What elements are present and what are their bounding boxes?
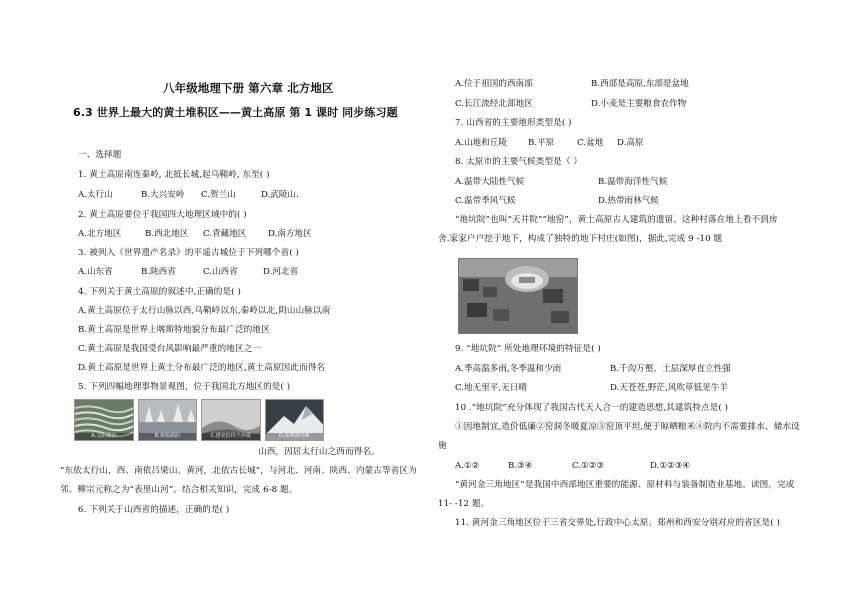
q10-statements-cont: 施 — [438, 441, 447, 451]
q8-option-a: A.温带大陆性气候 — [455, 177, 525, 187]
q8-option-d: D.热带雨林气候 — [598, 196, 659, 206]
q2-option-d: D.南方地区 — [268, 229, 312, 239]
q1-option-a: A.太行山 — [78, 190, 113, 200]
q5-image-strip — [74, 399, 324, 439]
q9-option-a: A.季高温多雨,冬季温和少雨 — [455, 364, 562, 374]
q3-option-c: C.山西省 — [203, 267, 238, 277]
question-5: 5. 下列四幅地理事物景观图，位于我国北方地区的是( ) — [78, 382, 291, 392]
page-subtitle: 6.3 世界上最大的黄土堆积区——黄土高原 第 1 课时 同步练习题 — [73, 106, 398, 119]
terrace-fields-image — [74, 399, 134, 441]
q2-option-a: A.北方地区 — [78, 229, 122, 239]
passage-golden-triangle-line2: 11- -12 题。 — [438, 499, 490, 509]
q2-option-b: B.西北地区 — [145, 229, 189, 239]
question-3: 3. 被列入《世界遗产名录》的平遥古城位于下列哪个省( ) — [78, 248, 299, 258]
q8-option-b: B.温带海洋性气候 — [598, 177, 668, 187]
question-2: 2. 黄土高原要位于我国四大地理区域中的( ) — [78, 210, 247, 220]
desert-image — [201, 399, 261, 441]
terrace-caption: A.元阳梯田 — [75, 433, 133, 440]
page-title: 八年级地理下册 第六章 北方地区 — [163, 81, 334, 95]
question-8: 8. 太原市的主要气候类型是（ ） — [455, 157, 583, 167]
question-11: 11. 黄河金三角地区位于三省交界处,行政中心太原、郑州和西安分别对应的省区是( ) — [455, 518, 780, 528]
question-1: 1. 黄土高原南连秦岭, 北抵长城,起乌鞘岭, 东至( ) — [78, 170, 270, 180]
passage-golden-triangle-line1: “黄河金三角地区”是我国中西部地区重要的能源、原材料与装备制造业基地。读图，完成 — [455, 480, 795, 490]
question-7: 7. 山西省的主要地形类型是( ) — [455, 118, 572, 128]
passage-shanxi-line1: 山西，因居太行山之西而得名。 — [258, 447, 380, 457]
everest-caption: D.珠穆朗玛峰 — [266, 433, 324, 440]
q4-option-a: A.黄土高原位于太行山脉以西,乌鞘岭以东,秦岭以北,阴山山脉以南 — [78, 306, 331, 316]
q7-option-c: C.盆地 — [577, 138, 604, 148]
q8-option-c: C.温带季风气候 — [455, 196, 516, 206]
q3-option-d: D.河北省 — [263, 267, 299, 277]
passage-dikengyuan-line1: “地坑院”也叫“天井院”“地窑”，黄土高原古人建筑的遗留。这种村落在地上看不到房 — [455, 215, 778, 225]
q3-option-b: B.陕西省 — [141, 267, 176, 277]
section-heading: 一、选择题 — [78, 150, 122, 160]
everest-image — [265, 399, 325, 441]
q4-option-d: D.黄土高原是世界上黄土分布最广泛的地区,黄土高原因此而得名 — [78, 363, 326, 373]
q7-option-a: A.山地和丘陵 — [455, 138, 507, 148]
rime-lake-image — [138, 399, 198, 441]
q10-option-a: A.①② — [455, 461, 480, 471]
question-9: 9. “地坑院” 所处地理环境的特征是( ) — [455, 344, 601, 354]
q6-option-c: C.长江流经北部地区 — [455, 99, 533, 109]
passage-dikengyuan-line2: 舍.家家户户挖于地下，构成了独特的地下村庄(如图)，据此,完成 9 -10 题 — [438, 234, 723, 244]
q9-option-d: D.天苍苍,野茫,风吹草低见牛羊 — [610, 383, 728, 393]
q7-option-d: D.高原 — [617, 138, 644, 148]
q6-option-d: D.小麦是主要粮食农作物 — [591, 99, 687, 109]
q6-option-a: A.位于祖国的西南部 — [455, 79, 533, 89]
q1-option-b: B.大兴安岭 — [141, 190, 185, 200]
dikengyuan-photo — [458, 258, 578, 334]
q4-option-b: B.黄土高原是世界上喀斯特地貌分布最广泛的地区 — [78, 325, 270, 335]
question-4: 4. 下列关于黄土高原的叙述中,正确的是( ) — [78, 287, 241, 297]
question-10: 10 .“地坑院”充分体现了我国古代天人合一的建造思想,其建筑特点是( ) — [455, 403, 729, 413]
q10-statements: ①因地制宜,造价低廉②窑洞冬暖夏凉③窑顶平坦,便于晾晒粮米④院内不需要排水、储水设 — [455, 422, 800, 432]
rime-caption: B.雾凇湖泊 — [139, 433, 197, 440]
q7-option-b: B.平原 — [528, 138, 555, 148]
q9-option-b: B.千沟万壑、土层深厚直立性强 — [610, 364, 731, 374]
q2-option-c: C.青藏地区 — [203, 229, 247, 239]
q10-option-c: C.①②③ — [572, 461, 605, 471]
q10-option-b: B.③④ — [508, 461, 533, 471]
q1-option-c: C.贺兰山 — [201, 190, 236, 200]
passage-shanxi-line3: 邻。柳宗元称之为“表里山河”。结合相关知识，完成 6-8 题。 — [60, 485, 298, 495]
question-6: 6. 下列关于山西省的描述，正确的是( ) — [78, 505, 230, 515]
q4-option-c: C.黄土高原是我国受台风影响最严重的地区之一 — [78, 344, 262, 354]
passage-shanxi-line2: “东依太行山，西、南依吕梁山、黄河，北依古长城”，与河北、河南、陕西、内蒙古等省区为 — [60, 466, 417, 476]
q9-option-c: C.地无里平,无日晴 — [455, 383, 527, 393]
q6-option-b: B.西部是高原,东部是盆地 — [591, 79, 689, 89]
desert-caption: C.塔克拉玛干沙漠 — [202, 433, 260, 440]
q1-option-d: D.武陵山. — [261, 190, 299, 200]
q10-option-d: D.①②③④ — [650, 461, 691, 471]
q3-option-a: A.山东省 — [78, 267, 113, 277]
